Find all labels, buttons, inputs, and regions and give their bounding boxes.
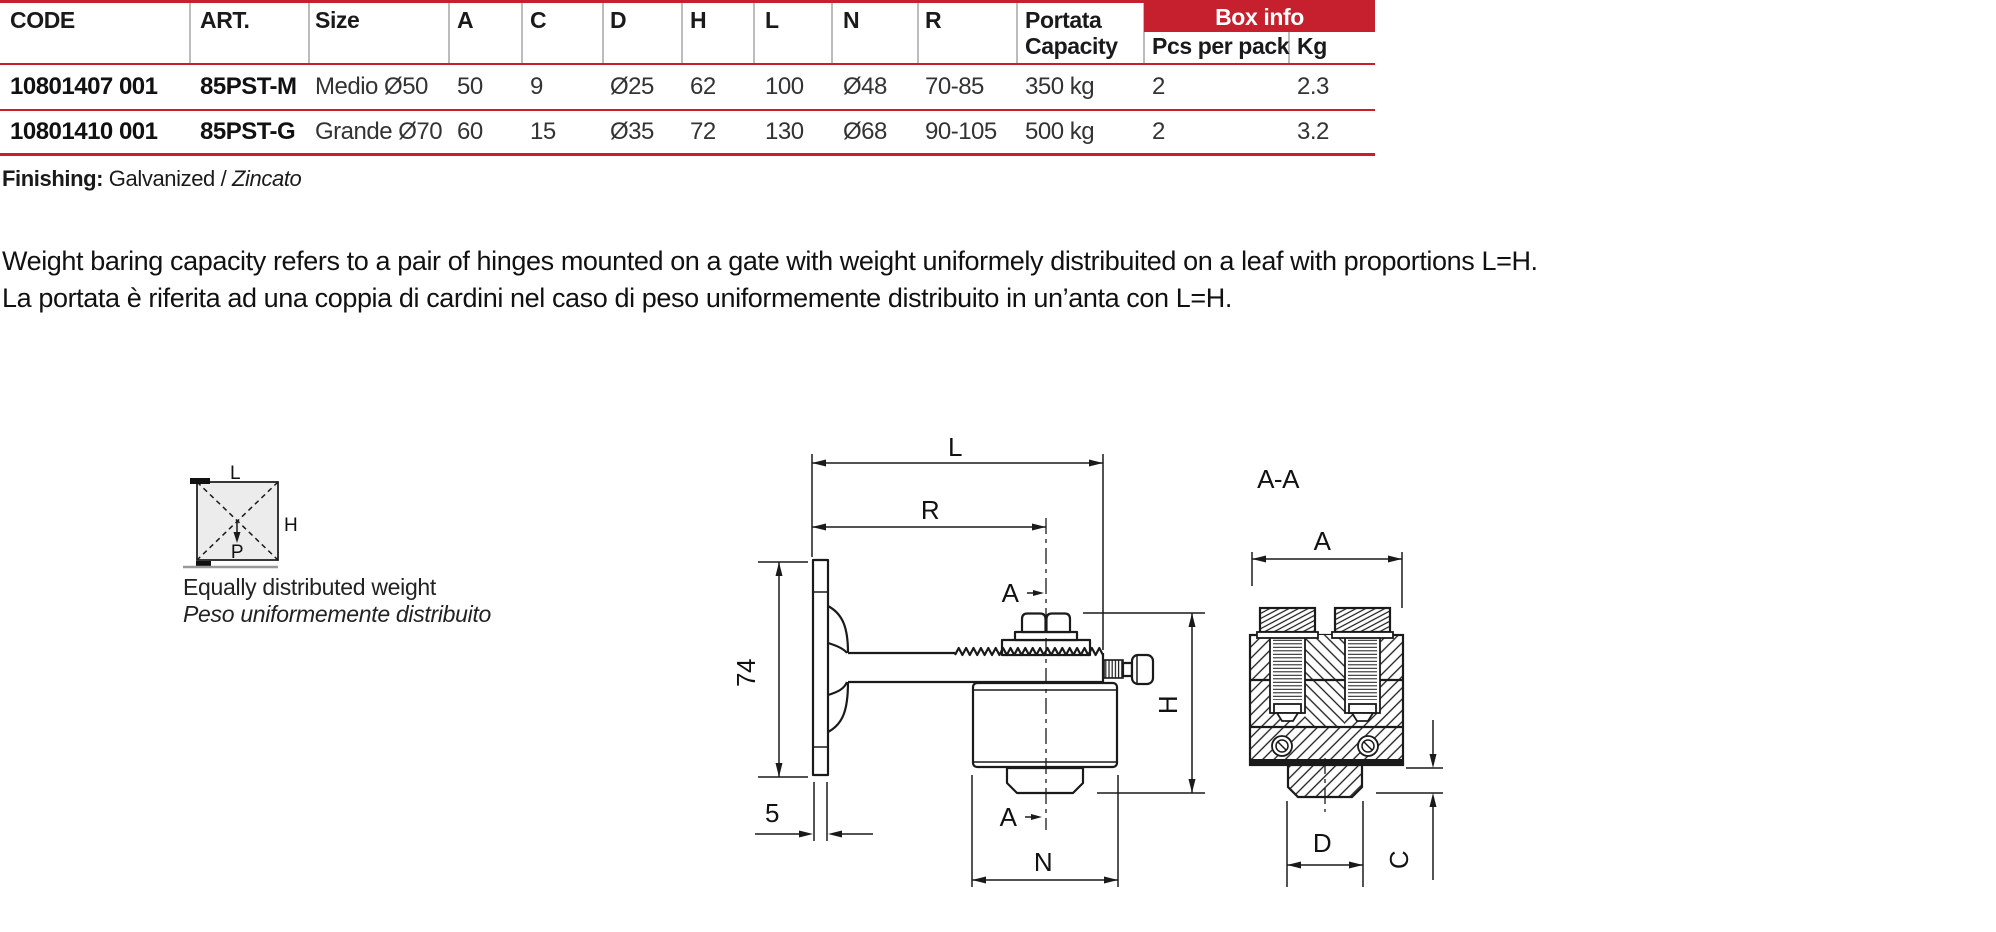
- finishing-value-italic: Zincato: [232, 166, 302, 191]
- note-line-it: La portata è riferita ad una coppia di cardini nel caso di peso uniformemente distribuito in un’anta con L=H.: [2, 283, 1232, 313]
- column-divider: [448, 3, 450, 63]
- roller-body: [973, 683, 1117, 793]
- header-n: N: [843, 7, 860, 33]
- cell-size: Medio Ø50: [315, 73, 428, 100]
- cell-a: 60: [457, 118, 483, 145]
- set-screw-right: [1358, 736, 1378, 756]
- cell-code: 10801410 001: [10, 118, 158, 145]
- dim-label-a: A: [1313, 526, 1331, 556]
- dim-label-a-bottom: A: [999, 802, 1017, 832]
- column-divider: [1016, 3, 1018, 63]
- label-h: H: [284, 515, 298, 536]
- weight-distribution-diagram: [140, 435, 350, 580]
- column-divider: [753, 3, 755, 63]
- dim-label-5: 5: [765, 798, 779, 828]
- cell-c: 9: [530, 73, 543, 100]
- dimension-a-bottom: [1000, 802, 1042, 832]
- bolt-channel-right: [1345, 635, 1380, 721]
- hinge-mark-top: [190, 478, 210, 484]
- cell-a: 50: [457, 73, 483, 100]
- cell-h: 62: [690, 73, 716, 100]
- cell-art: 85PST-G: [200, 118, 296, 145]
- header-a: A: [457, 7, 474, 33]
- cell-capacity: 350 kg: [1025, 73, 1095, 100]
- cell-n: Ø48: [843, 73, 887, 100]
- cell-n: Ø68: [843, 118, 887, 145]
- dim-label-d: D: [1312, 828, 1332, 858]
- cell-pcs: 2: [1152, 118, 1165, 145]
- dimension-a-top: [1002, 578, 1044, 608]
- dimension-d: [1287, 801, 1363, 887]
- bolt-heads: [1257, 608, 1393, 638]
- header-pcs: Pcs per pack: [1152, 33, 1290, 59]
- cell-r: 70-85: [925, 73, 984, 100]
- adjustable-arm: [848, 653, 1103, 682]
- dimension-74: [731, 562, 808, 777]
- dimension-a: [1252, 526, 1402, 608]
- header-d: D: [610, 7, 627, 33]
- bolt-channel-left: [1270, 635, 1305, 721]
- column-divider: [521, 3, 523, 63]
- cell-size: Grande Ø70: [315, 118, 443, 145]
- finishing-label: Finishing:: [2, 166, 104, 191]
- cell-l: 100: [765, 73, 804, 100]
- capacity-note: [2, 243, 1538, 317]
- diagram-caption-it: Peso uniformemente distribuito: [183, 601, 492, 627]
- header-size: Size: [315, 7, 360, 33]
- diagram-caption-en: Equally distributed weight: [183, 574, 437, 600]
- box-info-banner: Box info: [1144, 3, 1375, 32]
- adjusting-screw: [1104, 655, 1153, 684]
- section-title: A-A: [1257, 464, 1299, 494]
- label-l: L: [229, 463, 241, 484]
- header-c: C: [530, 7, 547, 33]
- cell-kg: 2.3: [1297, 73, 1329, 100]
- column-divider: [831, 3, 833, 63]
- wall-plate: [813, 560, 828, 775]
- column-divider: [917, 3, 919, 63]
- header-code: CODE: [10, 7, 75, 33]
- cell-kg: 3.2: [1297, 118, 1329, 145]
- dim-label-h: H: [1153, 695, 1183, 715]
- hinge-section-aa-drawing: [1230, 440, 1510, 900]
- cell-code: 10801407 001: [10, 73, 158, 100]
- column-divider: [189, 3, 191, 63]
- cell-r: 90-105: [925, 118, 997, 145]
- cell-d: Ø25: [610, 73, 654, 100]
- dimension-r: [812, 495, 1046, 531]
- dim-label-n: N: [1033, 847, 1053, 877]
- cell-l: 130: [765, 118, 804, 145]
- cell-d: Ø35: [610, 118, 654, 145]
- header-kg: Kg: [1297, 33, 1327, 59]
- column-divider: [308, 3, 310, 63]
- finishing-line: [2, 166, 301, 192]
- finishing-value: Galvanized /: [103, 166, 233, 191]
- dim-label-a-top: A: [1001, 578, 1019, 608]
- hinge-side-view-drawing: [731, 430, 1220, 900]
- dimension-5: [755, 782, 873, 841]
- dim-label-l: L: [948, 432, 962, 462]
- cell-pcs: 2: [1152, 73, 1165, 100]
- table-bottom-rule: [0, 153, 1375, 156]
- bracket-bell: [828, 606, 848, 732]
- header-h: H: [690, 7, 707, 33]
- header-r: R: [925, 7, 942, 33]
- dim-label-r: R: [920, 495, 940, 525]
- note-line-en: Weight baring capacity refers to a pair of hinges mounted on a gate with weight uniformely distribuited on a leaf with proportions L=H.: [2, 246, 1538, 276]
- dim-label-74: 74: [731, 659, 761, 687]
- cell-art: 85PST-M: [200, 73, 297, 100]
- column-divider: [602, 3, 604, 63]
- cell-capacity: 500 kg: [1025, 118, 1095, 145]
- header-portata: Portata: [1025, 7, 1102, 33]
- header-l: L: [765, 7, 779, 33]
- cell-c: 15: [530, 118, 556, 145]
- label-p: P: [230, 542, 244, 563]
- set-screw-left: [1272, 736, 1292, 756]
- header-capacity: Capacity: [1025, 33, 1118, 59]
- dim-label-c: C: [1384, 850, 1414, 870]
- header-art: ART.: [200, 7, 250, 33]
- bottom-cap: [1007, 768, 1083, 793]
- cell-h: 72: [690, 118, 716, 145]
- column-divider: [681, 3, 683, 63]
